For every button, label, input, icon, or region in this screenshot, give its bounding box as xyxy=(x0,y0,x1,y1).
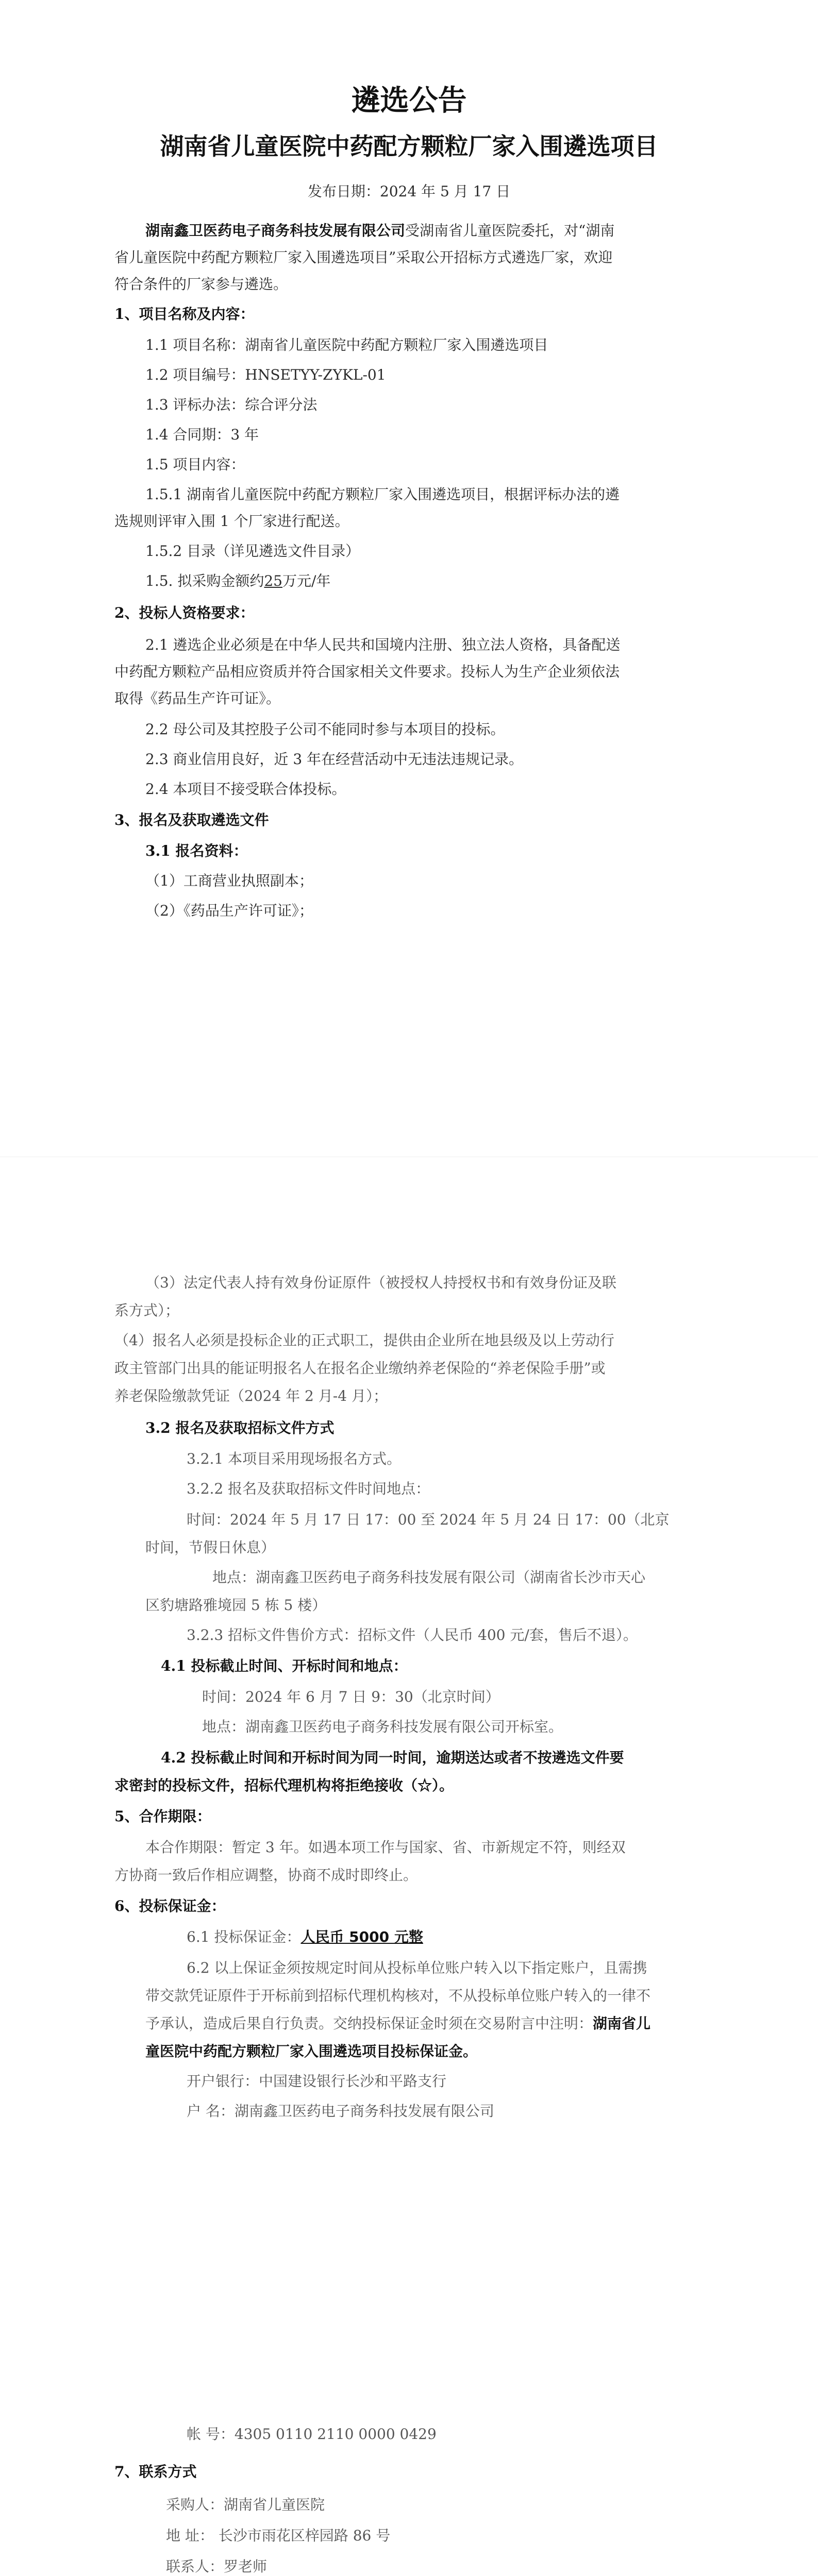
item-2-2: 2.2 母公司及其控股子公司不能同时参与本项目的投标。 xyxy=(145,721,505,738)
item-1-4: 1.4 合同期：3 年 xyxy=(145,426,259,443)
item-1-1: 1.1 项目名称：湖南省儿童医院中药配方颗粒厂家入围遴选项目 xyxy=(145,336,548,353)
item-1-5-1-line-1: 1.5.1 湖南省儿童医院中药配方颗粒厂家入围遴选项目，根据评标办法的遴 xyxy=(145,486,620,503)
section-3-heading: 3、报名及获取遴选文件 xyxy=(114,811,269,828)
item-6-1 xyxy=(187,1927,423,1947)
deposit-remark-end: 童医院中药配方颗粒厂家入围遴选项目投标保证金。 xyxy=(145,2043,478,2060)
item-6-2-line-3-text: 予承认，造成后果自行负责。交纳投标保证金时须在交易附言中注明： xyxy=(145,2015,593,2032)
item-2-1-line-3: 取得《药品生产许可证》。 xyxy=(114,690,281,707)
item-1-2: 1.2 项目编号：HNSETYY-ZYKL-01 xyxy=(145,366,386,383)
bid-open-time: 时间：2024 年 6 月 7 日 9：30（北京时间） xyxy=(202,1688,500,1705)
deposit-amount: 人民币 5000 元整 xyxy=(301,1928,423,1945)
item-4-1: 4.1 投标截止时间、开标时间和地点： xyxy=(161,1657,408,1674)
doc-item-4-line-1: （4）报名人必须是投标企业的正式职工，提供由企业所在地县级及以上劳动行 xyxy=(114,1332,614,1349)
intro-line-1-rest: 受湖南省儿童医院委托，对“湖南 xyxy=(405,222,615,239)
signup-place-line-2: 区豹塘路雅境园 5 栋 5 楼） xyxy=(145,1597,327,1614)
doc-item-1: （1）工商营业执照副本； xyxy=(145,872,313,889)
signup-place-line-1: 地点：湖南鑫卫医药电子商务科技发展有限公司（湖南省长沙市天心 xyxy=(212,1569,646,1586)
section-7-heading: 7、联系方式 xyxy=(114,2463,197,2480)
amount-suffix: 万元/年 xyxy=(282,572,331,589)
amount-prefix: 1.5. 拟采购金额约 xyxy=(145,572,264,589)
buyer-name: 采购人：湖南省儿童医院 xyxy=(166,2496,325,2513)
deposit-remark-start: 湖南省儿 xyxy=(593,2015,651,2032)
page-subtitle: 湖南省儿童医院中药配方颗粒厂家入围遴选项目 xyxy=(160,132,658,160)
item-6-2-line-3 xyxy=(145,2013,650,2034)
item-1-3: 1.3 评标办法：综合评分法 xyxy=(145,396,318,413)
item-3-2-2: 3.2.2 报名及获取招标文件时间地点： xyxy=(187,1480,430,1497)
doc-item-3-line-1: （3）法定代表人持有效身份证原件（被授权人持授权书和有效身份证及联 xyxy=(145,1274,616,1291)
item-3-2-1: 3.2.1 本项目采用现场报名方式。 xyxy=(187,1450,402,1467)
item-1-5-3 xyxy=(145,571,330,591)
intro-line-2: 省儿童医院中药配方颗粒厂家入围遴选项目”采取公开招标方式遴选厂家，欢迎 xyxy=(114,249,613,266)
item-2-3: 2.3 商业信用良好，近 3 年在经营活动中无违法违规记录。 xyxy=(145,751,524,768)
item-6-2-line-1: 6.2 以上保证金须按规定时间从投标单位账户转入以下指定账户，且需携 xyxy=(187,1959,647,1976)
section-5-heading: 5、合作期限： xyxy=(114,1808,211,1825)
item-2-1-line-2: 中药配方颗粒产品相应资质并符合国家相关文件要求。投标人为生产企业须依法 xyxy=(114,663,620,680)
signup-time-line-1: 时间：2024 年 5 月 17 日 17：00 至 2024 年 5 月 24 日 17：00（北京 xyxy=(187,1511,670,1528)
item-4-2-line-2: 求密封的投标文件，招标代理机构将拒绝接收（☆）。 xyxy=(114,1777,454,1794)
section-1-heading: 1、项目名称及内容： xyxy=(114,306,255,323)
term-line-1: 本合作期限：暂定 3 年。如遇本项工作与国家、省、市新规定不符，则经双 xyxy=(145,1839,626,1856)
intro-company: 湖南鑫卫医药电子商务科技发展有限公司 xyxy=(145,222,406,239)
item-3-2: 3.2 报名及获取招标文件方式 xyxy=(145,1419,335,1436)
account-number: 帐 号：4305 0110 2110 0000 0429 xyxy=(187,2426,437,2443)
item-2-1-line-1: 2.1 遴选企业必须是在中华人民共和国境内注册、独立法人资格，具备配送 xyxy=(145,636,621,653)
amount-value: 25 xyxy=(264,572,282,589)
section-2-heading: 2、投标人资格要求： xyxy=(114,604,255,621)
account-name: 户 名：湖南鑫卫医药电子商务科技发展有限公司 xyxy=(187,2103,494,2120)
doc-item-2: （2）《药品生产许可证》； xyxy=(145,902,313,919)
bank-name: 开户银行：中国建设银行长沙和平路支行 xyxy=(187,2073,447,2090)
item-6-2-line-2: 带交款凭证原件于开标前到招标代理机构核对，不从投标单位账户转入的一律不 xyxy=(145,1987,651,2004)
doc-item-4-line-3: 养老保险缴款凭证（2024 年 2 月-4 月）； xyxy=(114,1387,388,1404)
page-title: 遴选公告 xyxy=(351,83,467,117)
item-1-5-2: 1.5.2 目录（详见遴选文件目录） xyxy=(145,543,360,560)
item-1-5-1-line-2: 选规则评审入围 1 个厂家进行配送。 xyxy=(114,513,349,530)
publish-date: 发布日期：2024 年 5 月 17 日 xyxy=(307,183,511,200)
term-line-2: 方协商一致后作相应调整，协商不成时即终止。 xyxy=(114,1867,418,1884)
bid-open-place: 地点：湖南鑫卫医药电子商务科技发展有限公司开标室。 xyxy=(202,1718,563,1735)
buyer-contact: 联系人：罗老师 xyxy=(166,2558,268,2575)
buyer-address: 地 址： 长沙市雨花区梓园路 86 号 xyxy=(166,2527,391,2544)
item-3-2-3: 3.2.3 招标文件售价方式：招标文件（人民币 400 元/套，售后不退）。 xyxy=(187,1626,638,1643)
deposit-label: 6.1 投标保证金： xyxy=(187,1928,301,1945)
item-4-2-line-1: 4.2 投标截止时间和开标时间为同一时间，逾期送达或者不按遴选文件要 xyxy=(161,1749,624,1766)
signup-time-line-2: 时间，节假日休息） xyxy=(145,1539,276,1556)
doc-item-3-line-2: 系方式）； xyxy=(114,1302,180,1319)
intro-line-1 xyxy=(145,221,614,241)
section-6-heading: 6、投标保证金： xyxy=(114,1897,226,1914)
doc-item-4-line-2: 政主管部门出具的能证明报名人在报名企业缴纳养老保险的“养老保险手册”或 xyxy=(114,1360,606,1377)
item-3-1: 3.1 报名资料： xyxy=(145,842,248,859)
intro-line-3: 符合条件的厂家参与遴选。 xyxy=(114,276,288,293)
item-1-5: 1.5 项目内容： xyxy=(145,456,245,473)
item-2-4: 2.4 本项目不接受联合体投标。 xyxy=(145,781,346,798)
